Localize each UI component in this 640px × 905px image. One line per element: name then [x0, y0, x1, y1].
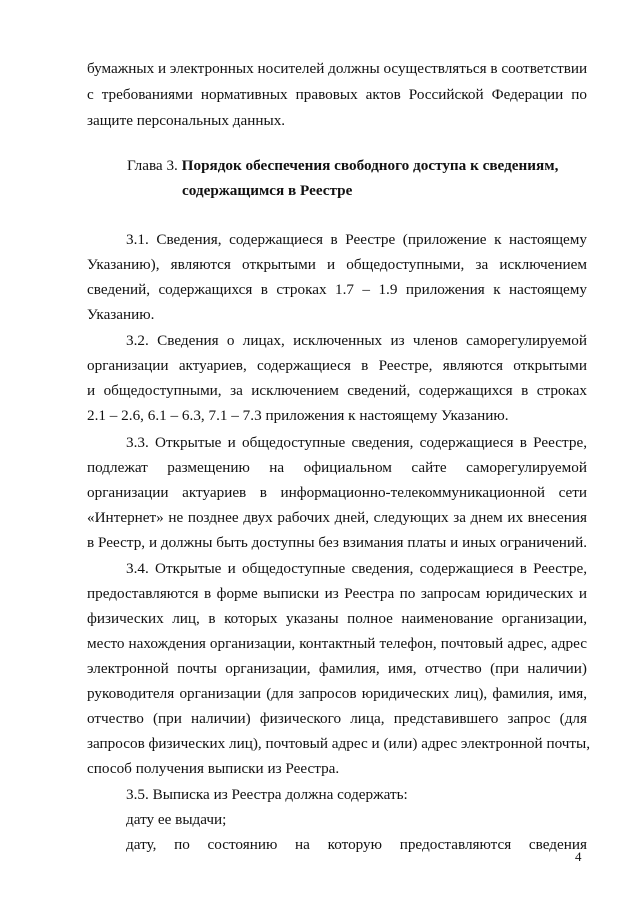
chapter-heading-continued — [182, 181, 352, 201]
chapter-heading — [127, 156, 558, 176]
p34-line-9: способ получения выписки из Реестра. — [87, 760, 340, 777]
p33-line-3: организации актуариев в информационно-телекоммуникационной сети — [87, 484, 587, 501]
p32-line-2: организации актуариев, содержащиеся в Реестре, являются открытыми — [87, 357, 587, 374]
intro-line-3: защите персональных данных. — [87, 112, 286, 129]
p34-line-1: 3.4. Открытые и общедоступные сведения, содержащиеся в Реестре, — [126, 560, 587, 577]
p34-line-6: руководителя организации (для запросов юридических лиц), фамилия, имя, — [87, 685, 587, 702]
p33-line-4: «Интернет» не позднее двух рабочих дней, следующих за днем их внесения — [87, 509, 587, 526]
p32-line-1: 3.2. Сведения о лицах, исключенных из членов саморегулируемой — [126, 332, 587, 349]
p34-line-3: физических лиц, в которых указаны полное наименование организации, — [87, 610, 587, 627]
intro-line-1: бумажных и электронных носителей должны осуществляться в соответствии — [87, 60, 588, 77]
chapter-prefix: Глава 3. — [127, 157, 178, 174]
chapter-title-line-1: Порядок обеспечения свободного доступа к сведениям, — [181, 157, 559, 174]
p33-line-5: в Реестр, и должны быть доступны без взимания платы и иных ограничений. — [87, 534, 587, 551]
p34-line-5: электронной почты организации, фамилия, имя, отчество (при наличии) — [87, 660, 587, 677]
p32-line-3: и общедоступными, за исключением сведений, содержащихся в строках — [87, 382, 587, 399]
p31-line-3: сведений, содержащихся в строках 1.7 – 1.9 приложения к настоящему — [87, 281, 587, 298]
p35-line-1: 3.5. Выписка из Реестра должна содержать: — [126, 786, 408, 803]
intro-line-2: с требованиями нормативных правовых актов Российской Федерации по — [87, 86, 587, 103]
p31-line-4: Указанию. — [87, 306, 155, 323]
p35-line-3: дату, по состоянию на которую предоставляются сведения — [126, 836, 587, 853]
p32-line-4: 2.1 – 2.6, 6.1 – 6.3, 7.1 – 7.3 приложения к настоящему Указанию. — [87, 407, 509, 424]
p34-line-7: отчество (при наличии) физического лица, представившего запрос (для — [87, 710, 587, 727]
p34-line-4: место нахождения организации, контактный телефон, почтовый адрес, адрес — [87, 635, 587, 652]
chapter-title-line-2: содержащимся в Реестре — [182, 182, 353, 199]
p31-line-2: Указанию), являются открытыми и общедоступными, за исключением — [87, 256, 587, 273]
p31-line-1: 3.1. Сведения, содержащиеся в Реестре (приложение к настоящему — [126, 231, 587, 248]
p33-line-1: 3.3. Открытые и общедоступные сведения, содержащиеся в Реестре, — [126, 434, 587, 451]
page-number: 4 — [575, 849, 582, 864]
p33-line-2: подлежат размещению на официальном сайте саморегулируемой — [87, 459, 587, 476]
p34-line-8: запросов физических лиц), почтовый адрес и (или) адрес электронной почты, — [87, 735, 591, 752]
p34-line-2: предоставляются в форме выписки из Реестра по запросам юридических и — [87, 585, 587, 602]
p35-line-2: дату ее выдачи; — [126, 811, 227, 828]
